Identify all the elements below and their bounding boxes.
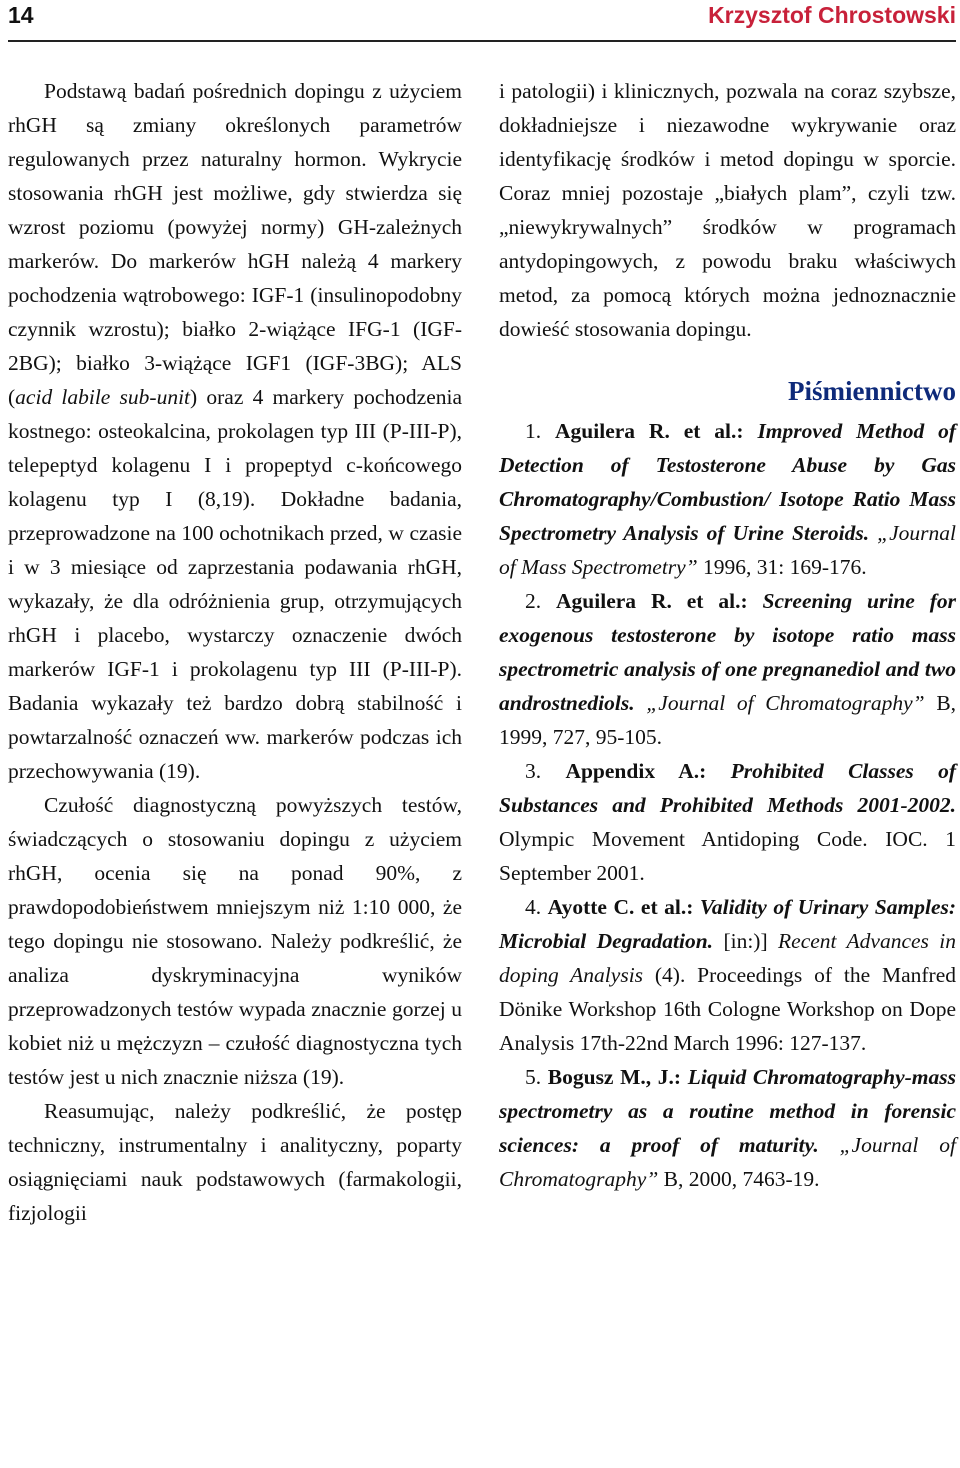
reference-number: 5. [525, 1065, 542, 1089]
reference-journal: „Journal of Mass Spectrometry” [499, 521, 956, 579]
reference-source-prefix: [in:)] [723, 929, 768, 953]
paragraph-text: Podstawą badań pośrednich dopingu z użyciem rhGH są zmiany określonych parametrów regulowanych przez naturalny hormon. Wykrycie stosowania rhGH jest możliwe, gdy stwierdza się wzrost poziomu (powyżej normy) GH-zależnych markerów. [8, 79, 462, 273]
reference-title: Liquid Chromatography-mass spectrometry as a routine method in forensic sciences: a proof of maturity. [499, 1065, 956, 1157]
reference-number: 1. [525, 419, 542, 443]
reference-authors: Appendix A.: [565, 759, 707, 783]
reference-title: Screening urine for exogenous testosterone by isotope ratio mass spectrometric analysis of one pregnanediol and two androstnediols. [499, 589, 956, 715]
reference-title: Improved Method of Detection of Testosterone Abuse by Gas Chromatography/Combustion/ Isotope Ratio Mass Spectrometry Analysis of Urine Steroids. [499, 419, 956, 545]
reference-title: Validity of Urinary Samples: Microbial Degradation. [499, 895, 957, 953]
reference-authors: Aguilera R. et al.: [556, 589, 748, 613]
reference-number: 3. [525, 759, 542, 783]
page-header [8, 0, 956, 40]
reference-item [499, 754, 956, 890]
reference-details: (4). Proceedings of the Manfred Dönike Workshop 16th Cologne Workshop on Dope Analysis 17th-22nd March 1996: 127-137. [499, 963, 956, 1055]
body-paragraph [8, 1094, 462, 1230]
paragraph-text: i patologii) i klinicznych, pozwala na coraz szybsze, dokładniejsze i niezawodne wykrywanie oraz identyfikację środków i metod dopingu w sporcie. Coraz mniej pozostaje „białych plam”, czyli tzw. „niewykrywalnych” środków w programach antydopingowych, z powodu braku właściwych metod, za pomocą których można jednoznacznie dowieść stosowania dopingu. [499, 79, 956, 341]
paragraph-text: Czułość diagnostyczną powyższych testów, świadczących o stosowaniu dopingu z użyciem rhGH, ocenia się na ponad 90%, z prawdopodobieństwem mniejszym niż 1:10 000, że tego dopingu nie stosowano. Należy podkreślić, że analiza dyskryminacyjna wyników przeprowadzonych testów wypada znacznie gorzej u kobiet niż u mężczyzn – czułość diagnostyczna tych testów jest u nich znacznie niższa (19). [8, 793, 462, 1089]
reference-journal: „Journal of Chromatography” [646, 691, 925, 715]
reference-authors: Bogusz M., J.: [547, 1065, 682, 1089]
italic-term: acid labile sub-unit [15, 385, 191, 409]
body-paragraph [8, 74, 462, 788]
paragraph-text: ) oraz 4 markery pochodzenia kostnego: osteokalcina, prokolagen typ III (P-III-P), telepeptyd kolagenu I i propeptyd c-końcowego kolagenu typ I (8,19). Dokładne badania, przeprowadzone na 100 ochotnikach przed, w czasie i w 3 miesiące od zaprzestania podawania rhGH, wykazały, że dla odróżnienia grup, otrzymujących rhGH i placebo, wystarczy oznaczenie dwóch markerów IGF-1 i prokolagenu typ III (P-III-P). Badania wykazały też bardzo dobrą stabilność i powtarzalność oznaczeń ww. markerów podczas ich przechowywania (19). [8, 385, 463, 783]
reference-number: 4. [525, 895, 542, 919]
left-column [8, 74, 462, 1230]
reference-item [499, 1060, 956, 1196]
running-header-author: Krzysztof Chrostowski [708, 2, 956, 28]
reference-details: Olympic Movement Antidoping Code. IOC. 1 September 2001. [499, 827, 956, 885]
paragraph-text: Do markerów hGH należą 4 markery pochodzenia wątrobowego: IGF-1 (insulinopodobny czynnik wzrostu); białko 2-wiążące IFG-1 (IGF-2BG); białko 3-wiążące IGF1 (IGF-3BG); ALS ( [8, 249, 463, 409]
reference-authors: Ayotte C. et al.: [547, 895, 694, 919]
reference-authors: Aguilera R. et al.: [555, 419, 744, 443]
reference-title: Prohibited Classes of Substances and Prohibited Methods 2001-2002. [499, 759, 957, 817]
reference-item [499, 414, 956, 584]
reference-journal: Recent Advances in doping Analysis [499, 929, 957, 987]
reference-item [499, 890, 956, 1060]
references-heading: Piśmiennictwo [788, 376, 956, 406]
body-paragraph-continuation [499, 74, 956, 346]
right-column [499, 74, 956, 1196]
reference-details: B, 1999, 727, 95-105. [499, 691, 957, 749]
reference-journal: „Journal of Chromatography” [499, 1133, 956, 1191]
reference-details: B, 2000, 7463-19. [663, 1167, 820, 1191]
reference-details: 1996, 31: 169-176. [703, 555, 867, 579]
page-number: 14 [8, 2, 34, 28]
reference-number: 2. [525, 589, 542, 613]
paragraph-text: Reasumując, należy podkreślić, że postęp techniczny, instrumentalny i analityczny, poparty osiągnięciami nauk podstawowych (farmakologii, fizjologii [8, 1099, 462, 1225]
header-divider [8, 40, 956, 42]
body-paragraph [8, 788, 462, 1094]
reference-item [499, 584, 956, 754]
